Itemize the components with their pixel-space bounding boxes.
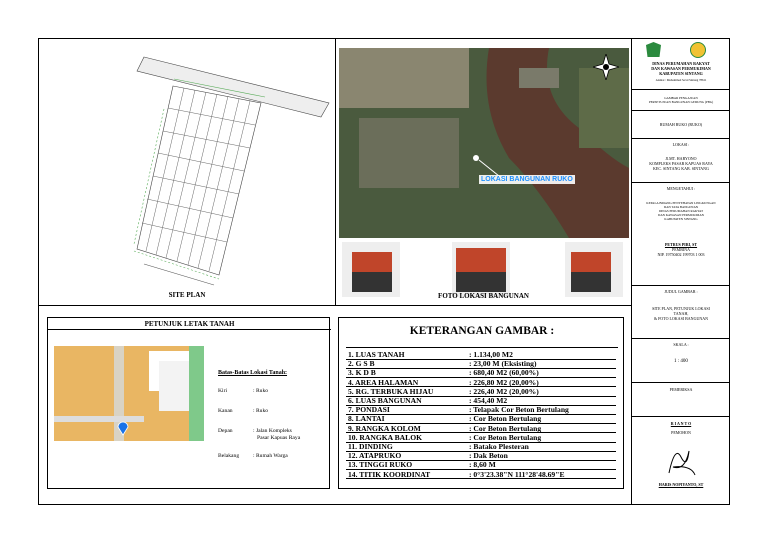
keterangan-label: 1. LUAS TANAH bbox=[348, 350, 405, 359]
location-map bbox=[54, 346, 204, 441]
lokasi-value: Jl.MT. HARYONO KOMPLEKS PASAR KAPUAS RAYA KEC. SINTANG KAB. SINTANG bbox=[649, 156, 713, 171]
owner-name: HARIS NOPIYANTO, ST bbox=[658, 482, 704, 487]
keterangan-value: : 680,40 M2 (60,00%) bbox=[469, 368, 539, 378]
photo-panel bbox=[336, 39, 631, 305]
keterangan-label: 14. TITIK KOORDINAT bbox=[348, 469, 431, 479]
drafter-name: R I A N T O bbox=[670, 421, 692, 426]
ruko-photo-3 bbox=[565, 242, 623, 297]
keterangan-label: 10. RANGKA BALOK bbox=[348, 432, 423, 442]
mengetahui-label: MENGETAHUI : bbox=[666, 186, 696, 191]
keterangan-row bbox=[346, 471, 616, 480]
ruko-photo-1 bbox=[342, 242, 400, 297]
regency-logo bbox=[646, 42, 661, 57]
batas-value: : Ruko bbox=[253, 388, 269, 394]
keterangan-label: 7. PONDASI bbox=[348, 405, 390, 415]
batas-label: Depan bbox=[218, 428, 233, 434]
skala-value: 1 : 400 bbox=[674, 359, 688, 364]
keterangan-label: 3. K D B bbox=[348, 368, 376, 378]
signer-rank: PEMBINA bbox=[671, 247, 690, 252]
keterangan-value: : Telapak Cor Beton Bertulang bbox=[469, 405, 569, 415]
ruko-photo-2 bbox=[452, 242, 510, 297]
keterangan-value: : 1.134,00 M2 bbox=[469, 350, 513, 359]
batas-label: Kanan bbox=[218, 408, 233, 414]
keterangan-label: 9. RANGKA KOLOM bbox=[348, 423, 421, 433]
judul-label: JUDUL GAMBAR : bbox=[664, 289, 698, 294]
keterangan-row bbox=[346, 461, 616, 470]
drawing-sheet bbox=[38, 38, 730, 505]
keterangan-label: 5. RG. TERBUKA HIJAU bbox=[348, 386, 434, 396]
gambar-label: PERSETUJUAN BANGUNAN GEDUNG (PBG) bbox=[648, 100, 714, 104]
keterangan-label: 6. LUAS BANGUNAN bbox=[348, 396, 422, 405]
keterangan-label: 12. ATAPRUKO bbox=[348, 451, 402, 461]
keterangan-value: : 226,40 M2 (20,00%) bbox=[469, 386, 539, 396]
keterangan-label: 13. TINGGI RUKO bbox=[348, 460, 413, 470]
photo-caption: FOTO LOKASI BANGUNAN bbox=[438, 292, 529, 300]
keterangan-value: : 23,00 M (Eksisting) bbox=[469, 359, 537, 369]
keterangan-value: : 226,80 M2 (20,00%) bbox=[469, 377, 539, 387]
keterangan-panel bbox=[338, 317, 624, 489]
site-plan-drawing bbox=[39, 39, 335, 289]
agency-address: Alamat : Muhammad Sa'ad Sintang 78611 bbox=[655, 78, 707, 82]
site-plan-caption: SITE PLAN bbox=[168, 291, 206, 299]
petunjuk-panel bbox=[47, 317, 330, 489]
keterangan-value: : Batako Plesteran bbox=[469, 442, 529, 451]
signer-name: PETRUS PIRI, ST bbox=[664, 242, 698, 247]
photo-location-label: LOKASI BANGUNAN RUKO bbox=[481, 176, 573, 183]
signer-nip: NIP. 19750402 199703 1 003 bbox=[657, 252, 705, 257]
agency-logo bbox=[690, 42, 706, 58]
petunjuk-title: PETUNJUK LETAK TANAH bbox=[144, 320, 235, 328]
keterangan-value: : Dak Beton bbox=[469, 451, 508, 461]
keterangan-title: KETERANGAN GAMBAR : bbox=[409, 325, 555, 337]
lokasi-label: LOKASI : bbox=[672, 142, 690, 147]
batas-title: Batas-Batas Lokasi Tanah: bbox=[218, 370, 288, 376]
batas-value: : Jalan Kompleks bbox=[253, 428, 292, 434]
kepala-text: KEPALA BIDANG PENYEHATAN LINGKUNGAN DAN TATA BANGUNAN DINAS PERUMAHAN RAKYAT DAN KAWASAN PERMUKIMAN KABUPATEN SINTANG bbox=[646, 201, 716, 221]
keterangan-value: : Cor Beton Bertulang bbox=[469, 414, 542, 424]
project-name: RUMAH RUKO (RUKO) bbox=[659, 122, 703, 127]
owner-signature bbox=[661, 441, 701, 481]
keterangan-row bbox=[346, 369, 616, 378]
aerial-photo bbox=[339, 48, 629, 238]
keterangan-label: 8. LANTAI bbox=[348, 414, 385, 424]
keterangan-value: : 8,60 M bbox=[469, 460, 496, 470]
agency-name: DINAS PERUMAHAN RAKYAT DAN KAWASAN PERMUKIMAN KABUPATEN SINTANG bbox=[651, 61, 711, 76]
pemeriksa-label: PEMERIKSA bbox=[669, 387, 693, 392]
judul-value: SITE PLAN, PETUNJUK LOKASI TANAH, & FOTO LOKASI BANGUNAN bbox=[652, 306, 710, 321]
skala-label: SKALA : bbox=[673, 342, 689, 347]
pemohon-label: PEMOHON bbox=[671, 430, 691, 435]
keterangan-value: : Cor Beton Bertulang bbox=[469, 423, 542, 433]
site-plan-panel bbox=[39, 39, 335, 305]
keterangan-value: : 0°3'23.38"N 111°28'48.69"E bbox=[469, 469, 565, 479]
title-block bbox=[632, 39, 730, 505]
keterangan-label: 2. G S B bbox=[348, 359, 375, 369]
batas-label: Kiri bbox=[218, 388, 228, 394]
keterangan-value: : Cor Beton Bertulang bbox=[469, 432, 542, 442]
batas-value: Pasar Kapuas Raya bbox=[257, 435, 301, 441]
batas-value: : Rumah Warga bbox=[253, 453, 288, 459]
compass-icon bbox=[593, 54, 619, 80]
keterangan-label: 11. DINDING bbox=[348, 442, 393, 451]
batas-label: Belakang bbox=[218, 453, 240, 459]
keterangan-row bbox=[346, 415, 616, 424]
keterangan-value: : 454,40 M2 bbox=[469, 396, 508, 405]
batas-value: : Ruko bbox=[253, 408, 269, 414]
keterangan-label: 4. AREA HALAMAN bbox=[348, 377, 419, 387]
gambar-label: GAMBAR PENGAJUAN bbox=[664, 96, 698, 100]
